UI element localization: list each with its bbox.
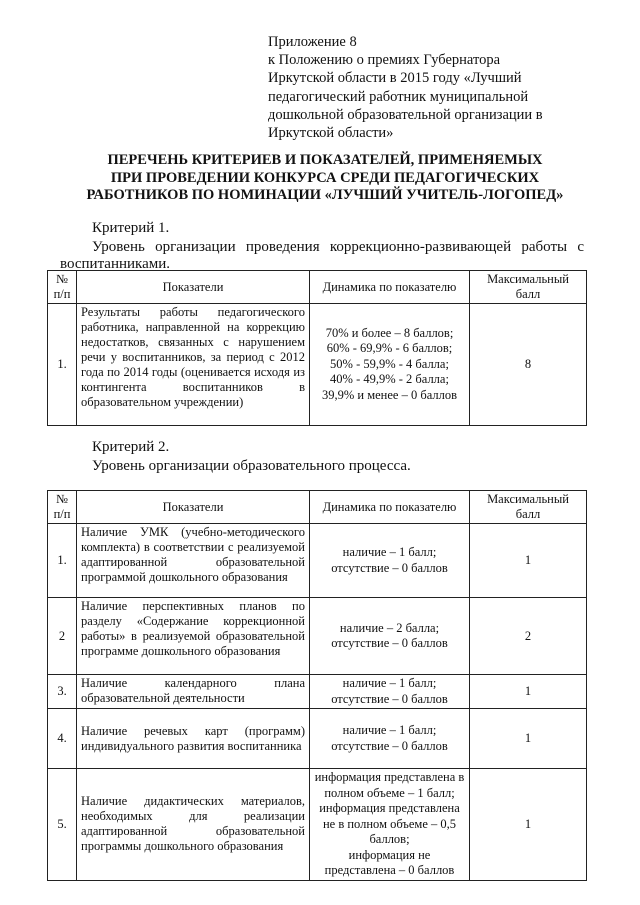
row-dynamics: 70% и более – 8 баллов; 60% - 69,9% - 6 баллов; 50% - 59,9% - 4 балла; 40% - 49,9% - 2 балла; 39,9% и менее – 0 баллов	[310, 304, 470, 426]
row-max-score: 2	[470, 598, 587, 675]
appendix-line: педагогический работник муниципальной	[268, 88, 529, 105]
row-indicator: Наличие речевых карт (программ) индивидуального развития воспитанника	[77, 709, 310, 769]
row-max-score: 1	[470, 769, 587, 881]
criterion-2-description	[60, 458, 584, 475]
criterion-1-desc-line: воспитанниками.	[60, 256, 171, 272]
criterion-2-desc-line: Уровень организации образовательного процесса.	[92, 458, 411, 474]
row-dynamics: наличие – 1 балл; отсутствие – 0 баллов	[310, 709, 470, 769]
row-indicator: Наличие дидактических материалов, необходимых для реализации адаптированной образовательной программы дошкольного образования	[77, 769, 310, 881]
row-dynamics: наличие – 2 балла; отсутствие – 0 баллов	[310, 598, 470, 675]
header-dynamics: Динамика по показателю	[310, 271, 470, 304]
table-header-row	[48, 491, 587, 524]
table-row	[48, 524, 587, 598]
appendix-line: Приложение 8	[268, 34, 357, 50]
title-line: РАБОТНИКОВ ПО НОМИНАЦИИ «ЛУЧШИЙ УЧИТЕЛЬ-ЛОГОПЕД»	[86, 187, 564, 203]
criterion-1-description	[60, 239, 584, 273]
table-header-row	[48, 271, 587, 304]
row-number: 5.	[48, 769, 77, 881]
criterion-1-table	[47, 270, 587, 426]
header-max-score: Максимальный балл	[470, 271, 587, 304]
criterion-1-label: Критерий 1.	[92, 220, 170, 236]
document-title	[40, 152, 610, 205]
table-row	[48, 598, 587, 675]
row-number: 2	[48, 598, 77, 675]
row-number: 4.	[48, 709, 77, 769]
title-line: ПРИ ПРОВЕДЕНИИ КОНКУРСА СРЕДИ ПЕДАГОГИЧЕСКИХ	[110, 169, 540, 186]
row-indicator: Результаты работы педагогического работника, направленной на коррекцию недостатков, связанных с нарушением речи у воспитанников, за период с 2012 года по 2014 годы (оценивается исходя из контингента воспитанников в образовательном учреждении)	[77, 304, 310, 426]
header-number: № п/п	[48, 491, 77, 524]
row-indicator: Наличие перспективных планов по разделу «Содержание коррекционной работы» в реализуемой образовательной программе дошкольного образования	[77, 598, 310, 675]
row-indicator: Наличие УМК (учебно-методического комплекта) в соответствии с реализуемой адаптированной образовательной программой дошкольного образования	[77, 524, 310, 598]
row-max-score: 1	[470, 524, 587, 598]
criterion-1-desc-line: Уровень организации проведения коррекционно-развивающей работы с	[92, 239, 584, 255]
title-line: ПЕРЕЧЕНЬ КРИТЕРИЕВ И ПОКАЗАТЕЛЕЙ, ПРИМЕНЯЕМЫХ	[107, 152, 543, 168]
appendix-line: Иркутской области в 2015 году «Лучший	[268, 70, 522, 87]
appendix-line: Иркутской области»	[268, 125, 394, 142]
table-row	[48, 304, 587, 426]
appendix-line: дошкольной образовательной организации в	[268, 106, 543, 123]
row-max-score: 1	[470, 675, 587, 709]
row-number: 1.	[48, 304, 77, 426]
table-row	[48, 675, 587, 709]
row-indicator: Наличие календарного плана образовательной деятельности	[77, 675, 310, 709]
row-dynamics: наличие – 1 балл; отсутствие – 0 баллов	[310, 524, 470, 598]
criterion-2-table	[47, 490, 587, 881]
row-max-score: 8	[470, 304, 587, 426]
row-number: 1.	[48, 524, 77, 598]
table-row	[48, 769, 587, 881]
header-number: № п/п	[48, 271, 77, 304]
header-indicators: Показатели	[77, 271, 310, 304]
row-dynamics: наличие – 1 балл; отсутствие – 0 баллов	[310, 675, 470, 709]
header-max-score: Максимальный балл	[470, 491, 587, 524]
appendix-line: к Положению о премиях Губернатора	[268, 52, 501, 69]
header-indicators: Показатели	[77, 491, 310, 524]
appendix-header	[268, 33, 598, 142]
row-number: 3.	[48, 675, 77, 709]
row-dynamics: информация представлена в полном объеме – 1 балл; информация представлена не в полном объеме – 0,5 баллов; информация не представлена – 0 баллов	[310, 769, 470, 881]
table-row	[48, 709, 587, 769]
header-dynamics: Динамика по показателю	[310, 491, 470, 524]
row-max-score: 1	[470, 709, 587, 769]
criterion-2-label: Критерий 2.	[92, 439, 170, 455]
